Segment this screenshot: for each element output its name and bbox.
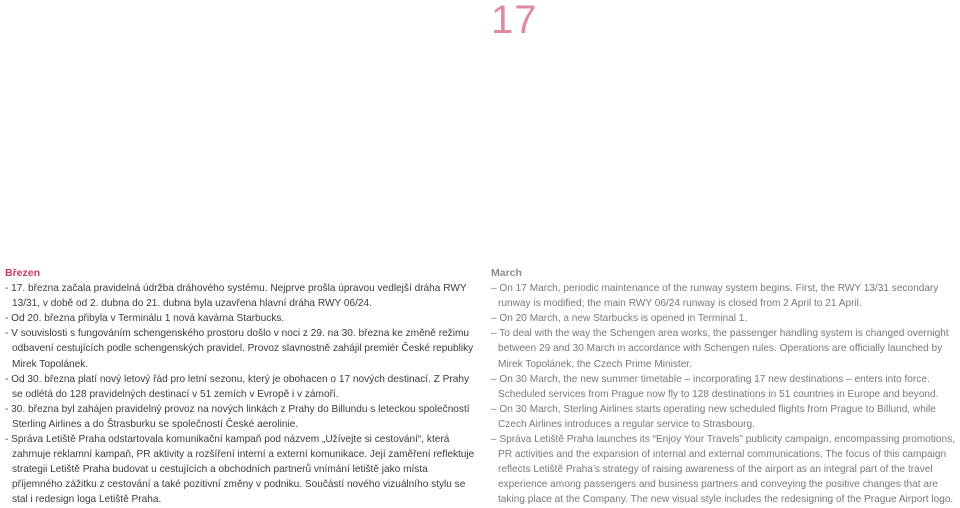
page-number: 17 [491, 0, 538, 42]
english-column [491, 266, 959, 508]
english-item: – Správa Letiště Praha launches its “Enjoy Your Travels” publicity campaign, encompassing promotions, PR activities and the expansion of internal and external communications. The focus of this campaign reflects Letiště Praha’s strategy of raising awareness of the airport as an integral part of the travel experience among passengers and business partners and conveying the positive changes that are taking place at the Company. The new visual style includes the redesigning of the Prague Airport logo. [491, 434, 955, 506]
czech-item: - 17. března začala pravidelná údržba dráhového systému. Nejprve prošla úpravou vedlejší dráha RWY 13/31, v době od 2. dubna do 21. dubna byla uzavřena hlavní dráha RWY 06/24. [5, 283, 467, 310]
english-item: – On 30 March, the new summer timetable – incorporating 17 new destinations – enters into force. Scheduled services from Prague now fly to 128 destinations in 51 countries in Europe and beyond. [491, 373, 939, 400]
czech-item: - Od 20. března přibyla v Terminálu 1 nová kavárna Starbucks. [5, 313, 285, 325]
czech-item: - 30. března byl zahájen pravidelný provoz na nových linkách z Prahy do Billundu s leteckou společností Sterling Airlines a do Štrasburku se společností České aerolinie. [5, 403, 470, 430]
english-item: – To deal with the way the Schengen area works, the passenger handling system is changed overnight between 29 and 30 March in accordance with Schengen rules. Operations are officially launched by Mirek Topolánek, the Czech Prime Minister. [491, 328, 949, 370]
czech-item: - Od 30. března platí nový letový řád pro letní sezonu, který je obohacen o 17 nových destinací. Z Prahy se odlétá do 128 pravidelných destinací v 51 zemích v Evropě i v zámoří. [5, 373, 470, 400]
english-item: – On 30 March, Sterling Airlines starts operating new scheduled flights from Prague to Billund, while Czech Airlines introduces a regular service to Strasbourg. [491, 403, 936, 430]
english-month-heading: March [491, 267, 522, 279]
czech-item: - V souvislosti s fungováním schengenského prostoru došlo v noci z 29. na 30. března ke změně režimu odbavení cestujících podle schengenských pravidel. Provoz slavnostně zahájil premiér České republiky Mirek Topolánek. [5, 328, 474, 370]
english-item: – On 20 March, a new Starbucks is opened in Terminal 1. [491, 313, 748, 325]
czech-column [5, 266, 475, 508]
czech-item: - Správa Letiště Praha odstartovala komunikační kampaň pod názvem „Užívejte si cestování“, která zahrnuje reklamní kampaň, PR aktivity a rozšíření interní a externí komunikace. Její zaměření reflektuje strategii Letiště Praha budovat u cestujících a obchodních partnerů vnímání letiště jako místa příjemného zážitku z cestování a také pozitivní změny v podniku. Součástí nového vizuálního stylu se stal i redesign loga Letiště Praha. [5, 434, 475, 506]
english-item: – On 17 March, periodic maintenance of the runway system begins. First, the RWY 13/31 secondary runway is modified; the main RWY 06/24 runway is closed from 2 April to 21 April. [491, 283, 939, 310]
czech-month-heading: Březen [5, 267, 41, 279]
